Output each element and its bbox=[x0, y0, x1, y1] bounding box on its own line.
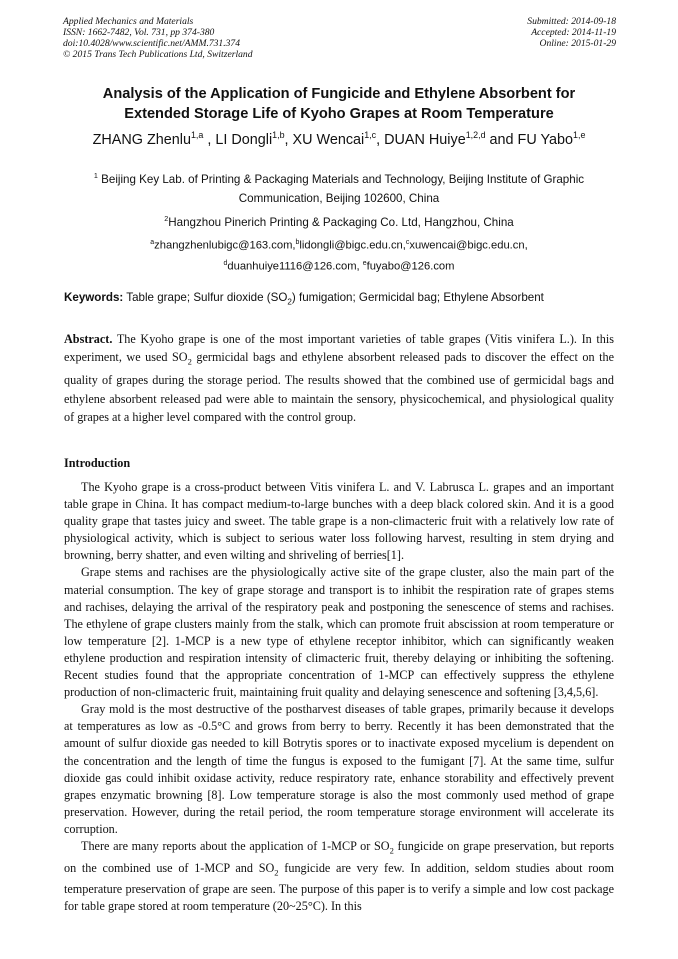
email-mark: b bbox=[295, 239, 300, 246]
author-name: FU Yabo bbox=[517, 131, 574, 148]
author-separator: , bbox=[284, 131, 293, 148]
author-name: DUAN Huiye bbox=[384, 131, 466, 148]
abstract-label: Abstract. bbox=[64, 332, 113, 346]
abstract bbox=[64, 330, 614, 426]
keywords-text-2: ) fumigation; Germicidal bag; Ethylene Absorbent bbox=[291, 291, 544, 304]
affiliation-2-text: Hangzhou Pinerich Printing & Packaging Co. Ltd, Hangzhou, China bbox=[168, 215, 514, 229]
accepted-date: Accepted: 2014-11-19 bbox=[531, 27, 616, 38]
author-name: ZHANG Zhenlu bbox=[92, 131, 191, 148]
author-affil-mark: 1,c bbox=[364, 130, 377, 140]
email-mark: a bbox=[150, 239, 155, 246]
affiliation-1 bbox=[62, 166, 616, 208]
paragraph: The Kyoho grape is a cross-product between Vitis vinifera L. and V. Labrusca L. grapes and an important table grape in China. It has compact medium-to-large bunches with a deep black colored skin. And it is a good quality grape that tastes juicy and sweet. The table grape is a non-climacteric fruit with a relatively low rate of physiological activity, which is subject to serious water loss following harvest, resulting in stem drying and browning, berry shatter, and even wilting and shriveling of berries[1]. bbox=[64, 480, 614, 563]
email-link-a[interactable]: zhangzhenlubigc@163.com, bbox=[154, 239, 296, 252]
author-affil-mark: 1,2,d bbox=[465, 130, 486, 140]
paragraph: Grape stems and rachises are the physiologically active site of the grape cluster, also the main part of the material consumption. The key of grape storage and transport is to inhibit the respiration rate of grapes stems and rachises, delaying the arrival of the respiratory peak and postponing the senescence of stems and rachises. The ethylene of grape clusters mainly from the stalk, which can promote fruit abscission at room temperature or low temperature [2]. 1-MCP is a new type of ethylene receptor inhibitor, which can significantly weaken ethylene production and respiration intensity of climacteric fruit, thereby delaying or inhibiting the softening. Recent studies found that the appropriate concentration of 1-MCP can effectively suppress the ethylene production of non-climacteric fruit, maintaining fruit quality and delaying senescence and softening [3,4,5,6]. bbox=[64, 565, 614, 700]
affil-mark: 1 bbox=[93, 171, 98, 180]
paragraph-text: There are many reports about the application of 1-MCP or SO bbox=[81, 838, 390, 853]
paragraph-subscript: 2 bbox=[389, 845, 394, 856]
paragraph: Gray mold is the most destructive of the postharvest diseases of table grapes, primarily because it develops at temperatures as low as -0.5°C and grows from berry to berry. Recently it has been demonstrated that the amount of sulfur dioxide gas needed to kill Botrytis spores or to inactivate exposed mycelium is dependent on the concentration and the length of time the fungus is exposed to the fumigant [7]. At the same time, sulfur dioxide gas could inhibit oxidase activity, reduce respiratory rate, enhance storability and effectively prevent grapes enzymatic browning [8]. Low temperature storage is also the most commonly used method of grape preservation. However, during the retail period, the room temperature storage environment will accelerate its corruption. bbox=[64, 702, 614, 836]
email-link-e[interactable]: fuyabo@126.com bbox=[366, 260, 455, 273]
paragraph bbox=[64, 838, 614, 915]
email-mark: e bbox=[362, 259, 367, 267]
journal-header bbox=[63, 16, 363, 60]
email-mark: d bbox=[223, 259, 228, 267]
paper-title bbox=[62, 84, 616, 124]
title-line-2: Extended Storage Life of Kyoho Grapes at Room Temperature bbox=[124, 106, 554, 122]
affiliation-2 bbox=[62, 209, 616, 232]
online-date: Online: 2015-01-29 bbox=[539, 38, 616, 49]
abstract-text-1: The Kyoho grape is one of the most important varieties of table grapes (Vitis vinifera L.). In this experiment, we used SO bbox=[64, 332, 614, 365]
journal-name: Applied Mechanics and Materials bbox=[63, 16, 194, 27]
email-link-d[interactable]: duanhuiye1116@126.com, bbox=[227, 260, 363, 273]
keywords-subscript: 2 bbox=[287, 297, 292, 307]
email-block bbox=[62, 234, 616, 275]
email-mark: c bbox=[405, 239, 410, 246]
keywords-label: Keywords: bbox=[64, 291, 124, 304]
issn-line: ISSN: 1662-7482, Vol. 731, pp 374-380 bbox=[63, 27, 215, 38]
author-name: LI Dongli bbox=[215, 131, 273, 148]
keywords bbox=[64, 291, 616, 306]
doi-link[interactable]: doi:10.4028/www.scientific.net/AMM.731.374 bbox=[63, 38, 241, 49]
section-heading-introduction: Introduction bbox=[64, 456, 131, 470]
keywords-text-1: Table grape; Sulfur dioxide (SO bbox=[123, 291, 288, 304]
paragraph-text: fungicide are very few. In addition, seldom studies about room temperature preservation of grape are seen. The purpose of this paper is to verify a simple and low cost package for table grape stored at room temperature (20~25°C). In this bbox=[64, 860, 614, 914]
dates-header bbox=[416, 16, 616, 49]
affiliation-1-line-1: Beijing Key Lab. of Printing & Packaging Materials and Technology, Beijing Institute of Graphic bbox=[101, 172, 585, 186]
paragraph-text: fungicide on grape preservation, but reports on the combined use of 1-MCP and SO bbox=[64, 838, 614, 875]
title-line-1: Analysis of the Application of Fungicide and Ethylene Absorbent for bbox=[102, 86, 576, 102]
email-link-c[interactable]: xuwencai@bigc.edu.cn, bbox=[409, 239, 528, 252]
abstract-subscript: 2 bbox=[187, 356, 192, 367]
copyright-line: © 2015 Trans Tech Publications Ltd, Switzerland bbox=[63, 49, 253, 60]
paragraph-subscript: 2 bbox=[274, 866, 279, 877]
submitted-date: Submitted: 2014-09-18 bbox=[527, 16, 616, 27]
email-link-b[interactable]: lidongli@bigc.edu.cn, bbox=[299, 239, 406, 252]
author-affil-mark: 1,a bbox=[190, 130, 204, 140]
author-affil-mark: 1,e bbox=[573, 130, 586, 140]
author-list bbox=[62, 130, 616, 148]
affil-mark: 2 bbox=[164, 214, 169, 223]
abstract-text-2: germicidal bags and ethylene absorbent released pads to discover the effect on the quality of grapes during the storage period. The results showed that the combined use of germicidal bags and ethylene absorbent released pad were able to maintain the sensory, physicochemical, and physiological quality of grapes at a higher level compared with the control group. bbox=[64, 350, 614, 425]
introduction-body bbox=[64, 479, 614, 915]
author-separator: , bbox=[203, 131, 216, 148]
author-separator: , bbox=[376, 131, 385, 148]
author-name: XU Wencai bbox=[292, 131, 365, 148]
affiliation-1-line-2: Communication, Beijing 102600, China bbox=[238, 191, 440, 205]
author-separator: and bbox=[485, 131, 518, 148]
author-affil-mark: 1,b bbox=[272, 130, 285, 140]
